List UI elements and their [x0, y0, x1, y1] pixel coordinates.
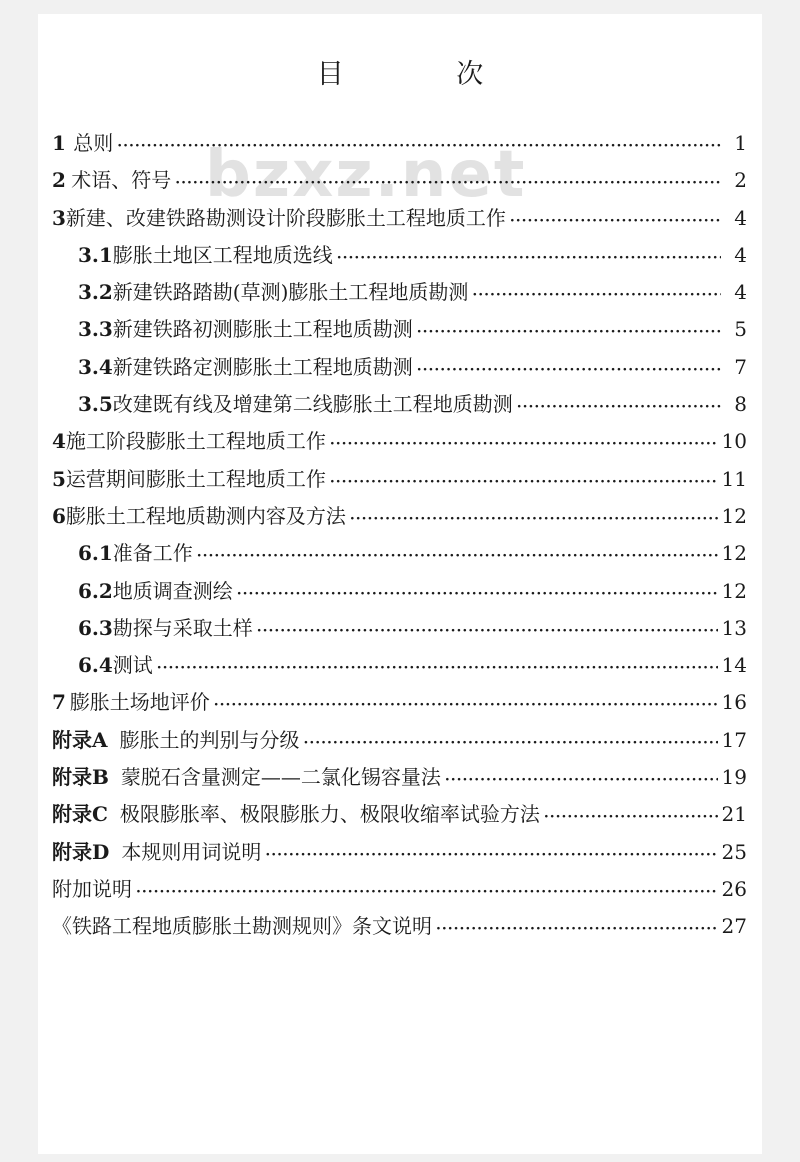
dot-leader: [175, 175, 721, 191]
toc-entry-3-5: [52, 388, 747, 425]
toc-entry-number: 4: [52, 429, 66, 454]
dot-leader: [214, 697, 718, 713]
toc-entry-page: 12: [721, 541, 747, 566]
watermark: bzxz.net: [205, 138, 527, 212]
toc-entry-text: 勘探与采取土样: [112, 615, 253, 640]
toc-entry-text: 本规则用词说明: [121, 839, 262, 864]
toc-entry-page: 27: [721, 914, 747, 939]
toc-entry-6-4: [52, 649, 747, 686]
toc-entry-4: [52, 425, 747, 462]
toc-entry-text: 膨胀土的判别与分级: [119, 727, 300, 752]
dot-leader: [517, 399, 721, 415]
toc-title: 目 次: [316, 59, 536, 90]
toc-entry-number: 6.2: [78, 578, 113, 603]
toc-entry-number: 3.5: [78, 392, 113, 417]
toc-entry-number: 5: [52, 466, 66, 491]
toc-entry-number: 6.4: [78, 653, 113, 678]
dot-leader: [157, 660, 718, 676]
toc-entry-text: 新建铁路定测膨胀土工程地质勘测: [112, 354, 413, 379]
dot-leader: [510, 213, 721, 229]
toc-entry-page: 16: [721, 690, 747, 715]
toc-entry-7: [52, 686, 747, 723]
dot-leader: [117, 138, 721, 154]
dot-leader: [304, 735, 718, 751]
toc-entry-page: 11: [721, 466, 747, 491]
toc-entry-number: 附录B: [52, 765, 109, 790]
toc-entry-number: 3.1: [78, 242, 113, 267]
toc-entry-page: 2: [734, 168, 747, 193]
toc-entry-page: 4: [734, 205, 747, 230]
toc-entry-number: 附录D: [52, 839, 110, 864]
toc-entry-number: 2: [52, 168, 66, 193]
dot-leader: [197, 548, 718, 564]
toc-entry-2: [52, 164, 747, 201]
dot-leader: [257, 623, 718, 639]
toc-entry-page: 25: [721, 839, 747, 864]
toc-entry-page: 17: [721, 727, 747, 752]
toc-entry-page: 21: [721, 802, 747, 827]
toc-entry-appendix-b: [52, 761, 747, 798]
toc-entry-page: 12: [721, 578, 747, 603]
toc-entry-appendix-d: [52, 836, 747, 873]
toc-entry-text: 改建既有线及增建第二线膨胀土工程地质勘测: [112, 392, 513, 417]
toc-entry-number: 7: [52, 690, 66, 715]
toc-entry-number: 3.4: [78, 354, 113, 379]
toc-entry-additional-notes: [52, 873, 747, 910]
toc-entry-clause-explanation: [52, 910, 747, 947]
toc-entry-6-2: [52, 575, 747, 612]
toc-entry-appendix-a: [52, 724, 747, 761]
toc-entry-3: [52, 202, 747, 239]
toc-entry-page: 8: [734, 392, 747, 417]
toc-entry-3-3: [52, 313, 747, 350]
toc-entry-number: 6.1: [78, 541, 113, 566]
toc-entry-page: 5: [734, 317, 747, 342]
toc-entry-text: 新建、改建铁路勘测设计阶段膨胀土工程地质工作: [65, 205, 506, 230]
toc-entry-page: 4: [734, 280, 747, 305]
toc-entry-1: [52, 127, 747, 164]
dot-leader: [417, 324, 721, 340]
toc-entry-5: [52, 463, 747, 500]
dot-leader: [237, 586, 718, 602]
toc-entry-number: 1: [52, 131, 66, 155]
toc-entry-text: 《铁路工程地质膨胀土勘测规则》条文说明: [52, 914, 432, 939]
table-of-contents: [52, 127, 747, 948]
toc-entry-page: 12: [721, 503, 747, 528]
toc-entry-number: 3.3: [78, 317, 113, 342]
toc-entry-page: 26: [721, 876, 747, 901]
toc-entry-number: 附录C: [52, 802, 108, 827]
dot-leader: [417, 362, 721, 378]
toc-entry-text: 新建铁路踏勘(草测)膨胀土工程地质勘测: [112, 280, 469, 305]
toc-entry-page: 10: [721, 429, 747, 454]
toc-entry-text: 膨胀土地区工程地质选线: [112, 242, 333, 267]
toc-entry-text: 膨胀土场地评价: [69, 690, 210, 715]
toc-entry-page: 1: [734, 131, 747, 155]
toc-entry-text: 术语、符号: [71, 168, 172, 193]
toc-entry-number: 3: [52, 205, 66, 230]
toc-entry-page: 13: [721, 615, 747, 640]
dot-leader: [544, 809, 718, 825]
dot-leader: [337, 250, 721, 266]
toc-entry-text: 新建铁路初测膨胀土工程地质勘测: [112, 317, 413, 342]
toc-entry-3-4: [52, 351, 747, 388]
dot-leader: [445, 772, 718, 788]
toc-entry-number: 6: [52, 503, 66, 528]
toc-entry-text: 准备工作: [112, 541, 193, 566]
toc-entry-page: 14: [721, 653, 747, 678]
toc-entry-text: 运营期间膨胀土工程地质工作: [65, 466, 326, 491]
toc-entry-text: 测试: [112, 653, 153, 678]
toc-entry-6-3: [52, 612, 747, 649]
dot-leader: [472, 287, 721, 303]
dot-leader: [136, 884, 718, 900]
toc-entry-6: [52, 500, 747, 537]
toc-entry-page: 19: [721, 765, 747, 790]
toc-entry-appendix-c: [52, 798, 747, 835]
toc-entry-number: 附录A: [52, 727, 108, 752]
toc-entry-3-2: [52, 276, 747, 313]
toc-entry-page: 7: [734, 354, 747, 379]
dot-leader: [330, 436, 718, 452]
toc-entry-text: 地质调查测绘: [112, 578, 233, 603]
toc-entry-text: 极限膨胀率、极限膨胀力、极限收缩率试验方法: [119, 802, 540, 827]
dot-leader: [265, 847, 717, 863]
toc-entry-number: 6.3: [78, 615, 113, 640]
dot-leader: [330, 474, 718, 490]
toc-entry-text: 蒙脱石含量测定——二氯化锡容量法: [120, 765, 441, 790]
toc-entry-text: 附加说明: [52, 876, 132, 901]
toc-entry-6-1: [52, 537, 747, 574]
toc-entry-text: 总则: [73, 131, 114, 155]
toc-entry-text: 施工阶段膨胀土工程地质工作: [65, 429, 326, 454]
dot-leader: [350, 511, 718, 527]
toc-entry-page: 4: [734, 242, 747, 267]
toc-entry-text: 膨胀土工程地质勘测内容及方法: [65, 503, 346, 528]
toc-entry-3-1: [52, 239, 747, 276]
dot-leader: [436, 921, 718, 937]
toc-entry-number: 3.2: [78, 280, 113, 305]
